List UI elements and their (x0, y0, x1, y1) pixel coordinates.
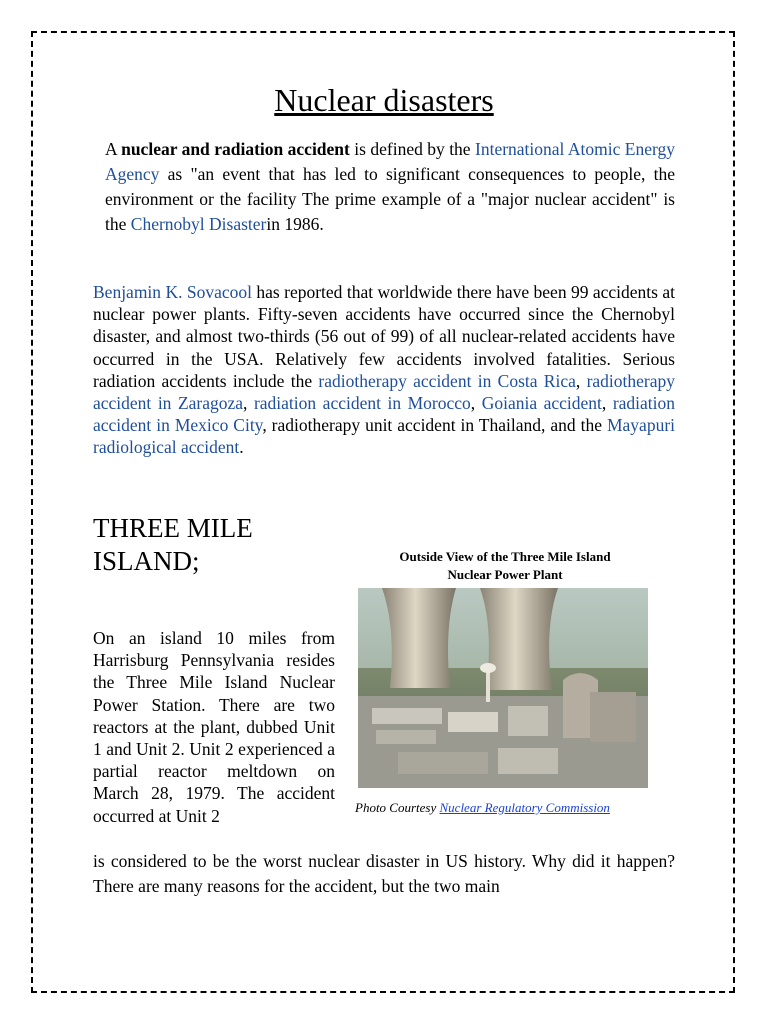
link-goiania-accident[interactable]: Goiania accident (481, 393, 602, 414)
separator: , (575, 370, 587, 391)
plant-building (376, 730, 436, 744)
plant-building (372, 708, 442, 724)
photo-credit-text: Photo Courtesy (355, 800, 440, 815)
intro-text: is defined by the (349, 139, 475, 159)
plant-building (398, 752, 488, 774)
plant-building (448, 712, 498, 732)
link-mayapuri-accident[interactable]: Mayapuri radiological accident (93, 415, 676, 458)
plant-building (508, 706, 548, 736)
link-iaea[interactable]: International Atomic Energy Agency (105, 139, 675, 184)
water-tower-top (480, 663, 496, 673)
cooling-tower-right (480, 588, 558, 690)
cooling-tower-left (382, 588, 456, 688)
link-nuclear-regulatory-commission[interactable]: Nuclear Regulatory Commission (439, 800, 610, 815)
section-heading-three-mile-island: THREE MILE ISLAND; (93, 513, 253, 576)
separator: , (470, 393, 482, 414)
photo-caption-line: Nuclear Power Plant (447, 567, 563, 582)
link-benjamin-sovacool[interactable]: Benjamin K. Sovacool (93, 282, 252, 302)
water-tower (486, 668, 490, 702)
intro-text: as "an event that has led to significant consequences to people, the environment or the facility The prime example of a "major nuclear accident" is the (105, 164, 675, 234)
page-title: Nuclear disasters (274, 82, 494, 118)
intro-bold-term: nuclear and radiation accident (121, 139, 350, 159)
link-mexico-city-accident[interactable]: radiation accident in Mexico City (93, 393, 676, 436)
intro-paragraph (105, 137, 675, 237)
three-mile-island-photo (358, 588, 648, 788)
link-morocco-accident[interactable]: radiation accident in Morocco (253, 393, 471, 414)
link-chernobyl-disaster[interactable]: Chernobyl Disaster (130, 214, 267, 234)
link-costa-rica-accident[interactable]: radiotherapy accident in Costa Rica (318, 370, 576, 391)
intro-text: A (105, 139, 122, 159)
intro-text: in 1986. (266, 214, 324, 234)
tmi-paragraph-narrow: On an island 10 miles from Harrisburg Pennsylvania resides the Three Mile Island Nuclear Power Station. There are two reactors at the plant, dubbed Unit 1 and Unit 2. Unit 2 experienced a partial reactor meltdown on March 28, 1979. The accident occurred at Unit 2 (93, 628, 335, 826)
paragraph-text: . (239, 437, 244, 458)
separator: , (601, 393, 613, 414)
separator: , (243, 393, 254, 414)
reactor-building (590, 692, 636, 742)
plant-building (498, 748, 558, 774)
paragraph-text: has reported that worldwide there have been 99 accidents at nuclear power plants. Fifty-seven accidents have occurred since the Chernobyl disaster, and almost two-thirds (56 out of 99) of all nuclear-related accidents have occurred in the USA. Relatively few accidents involved fatalities. Serious radiation accidents include the (93, 282, 676, 391)
paragraph-text: , radiotherapy unit accident in Thailand, and the (262, 415, 607, 436)
tmi-paragraph-wide: is considered to be the worst nuclear disaster in US history. Why did it happen? There are many reasons for the accident, but the two main (93, 851, 675, 896)
photo-caption-line: Outside View of the Three Mile Island (399, 549, 611, 564)
photo-credit (355, 800, 675, 816)
photo-caption (360, 548, 650, 584)
sovacool-paragraph (93, 281, 675, 459)
link-zaragoza-accident[interactable]: radiotherapy accident in Zaragoza (93, 370, 676, 414)
